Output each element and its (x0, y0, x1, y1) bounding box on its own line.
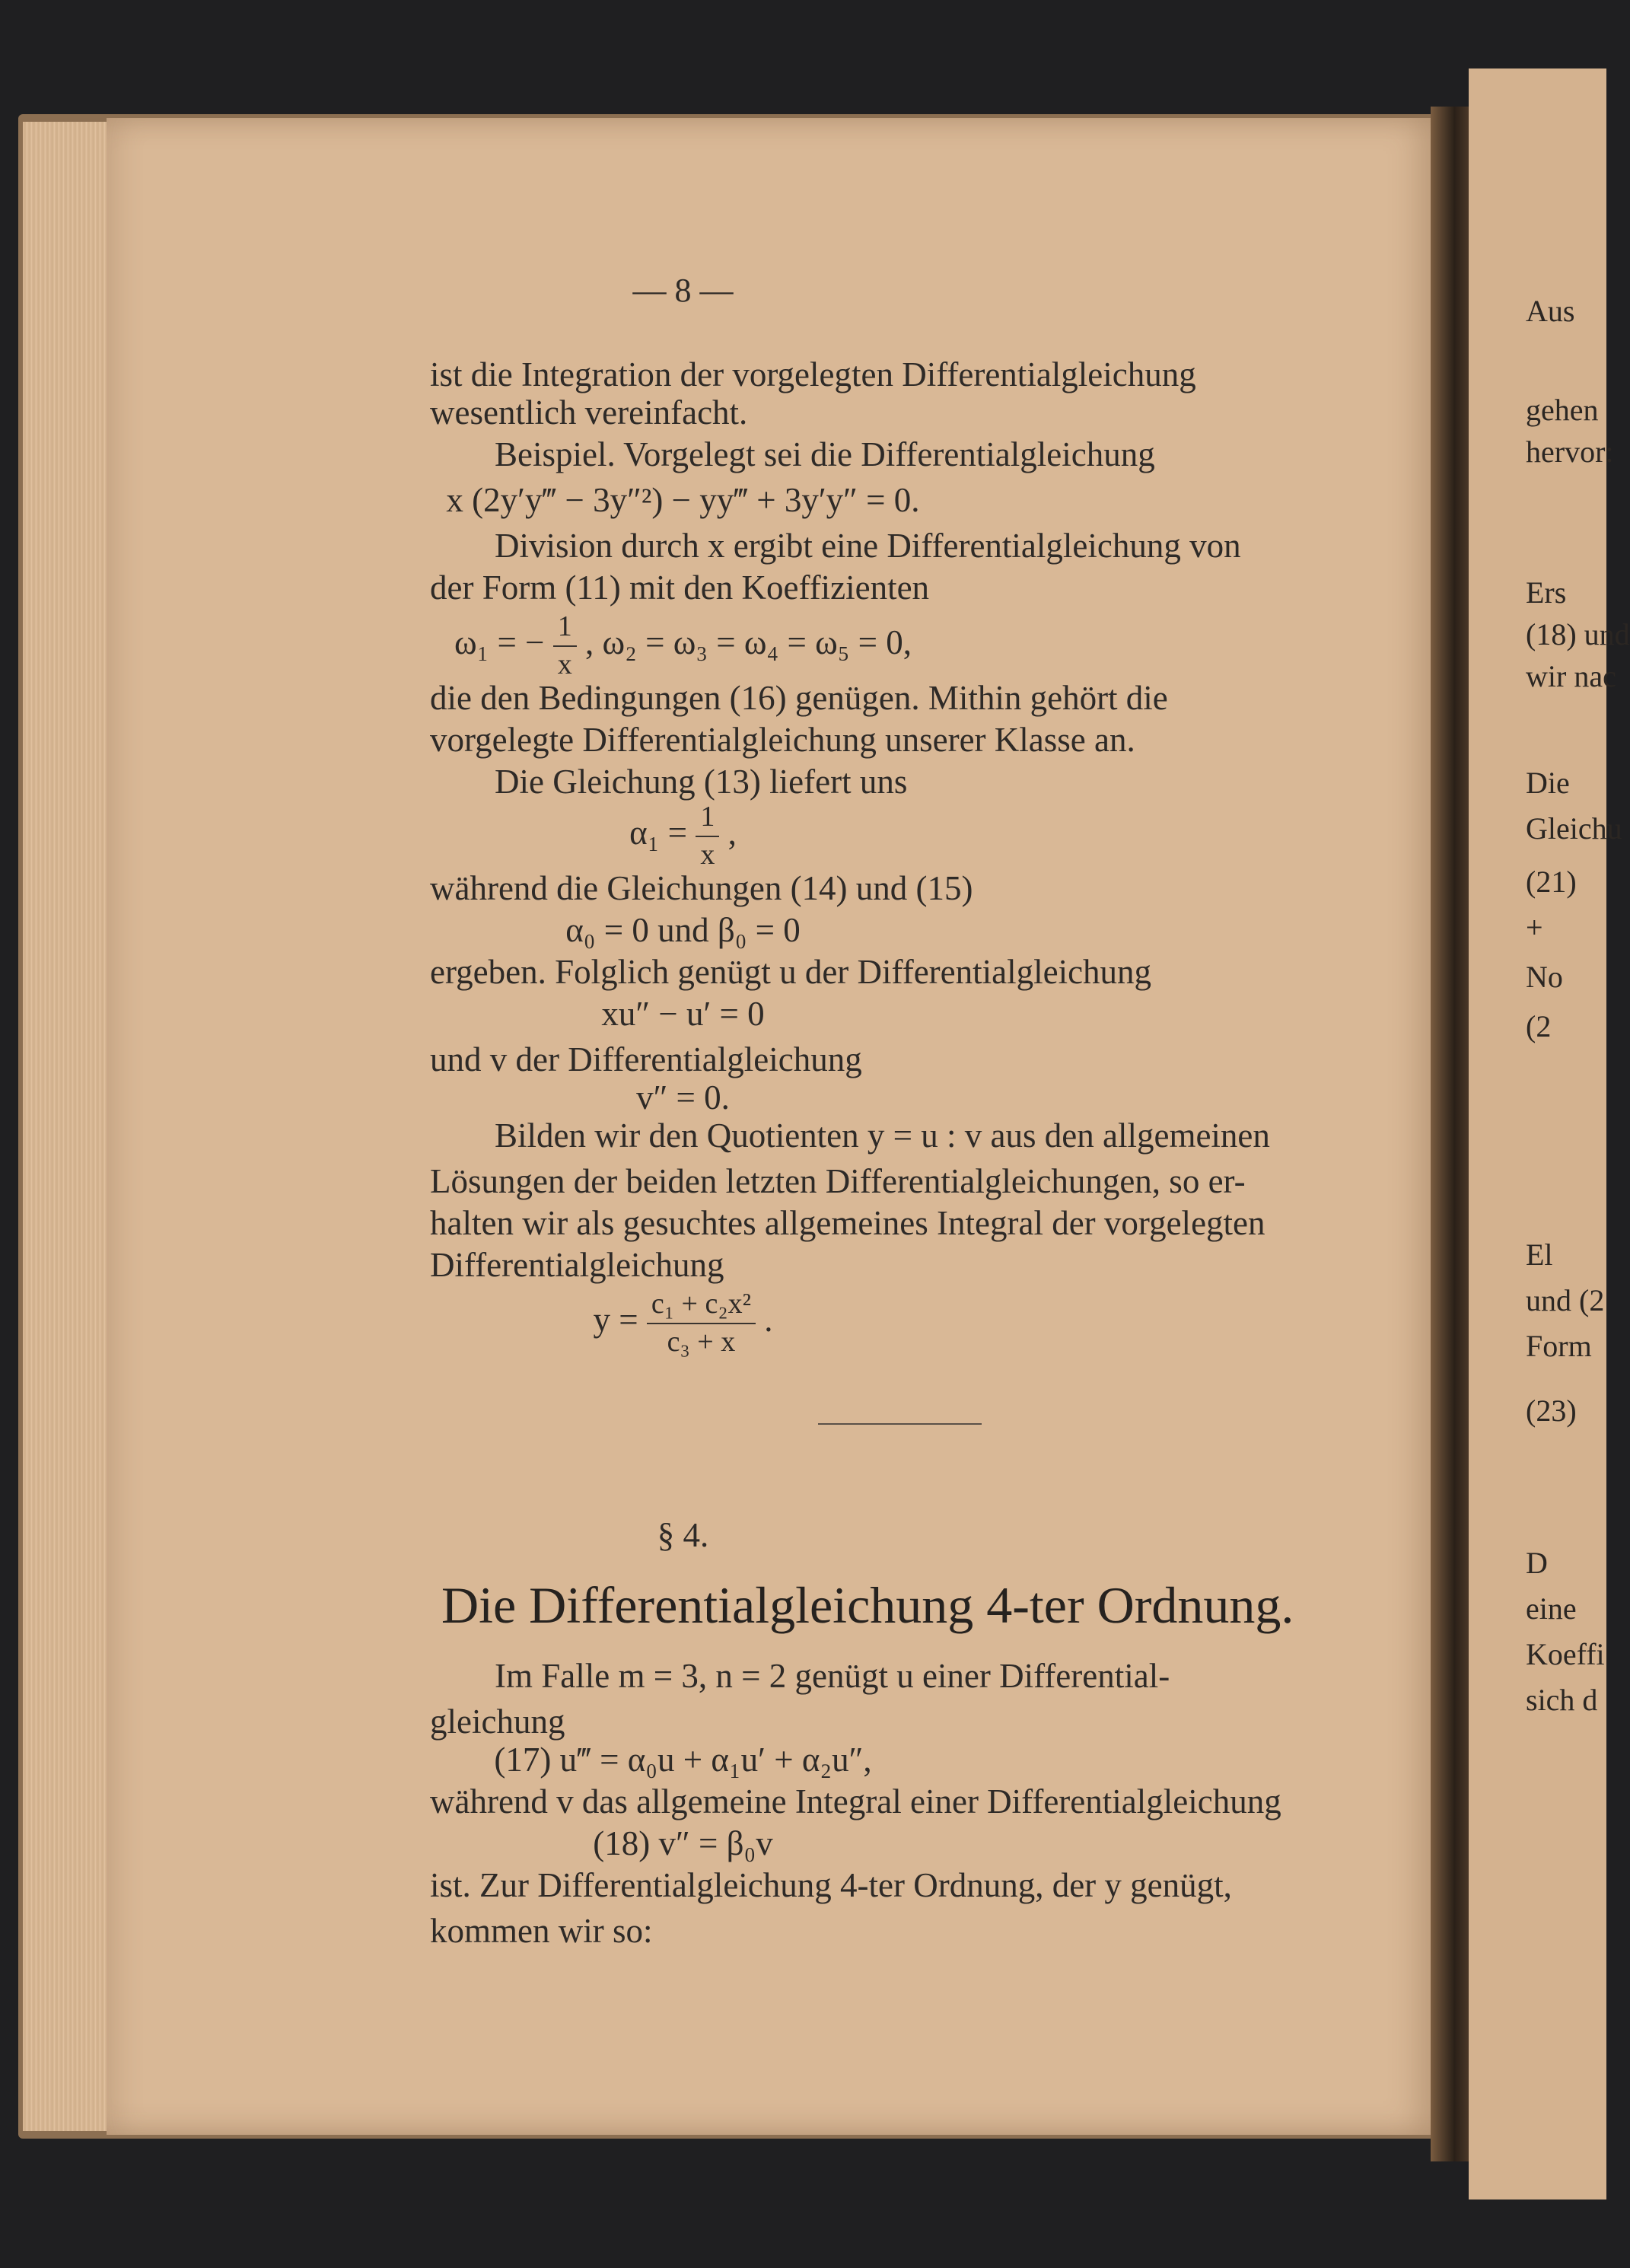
equation: x (2y′y‴ − 3y″²) − yy‴ + 3y′y″ = 0. (446, 481, 920, 519)
right-fragment: (18) und (1526, 617, 1630, 651)
section-divider (818, 1423, 982, 1425)
right-fragment: + (1526, 910, 1543, 944)
text-line: ergeben. Folglich genügt u der Differentialgleichung (430, 953, 1152, 991)
fraction (696, 799, 719, 873)
section-number: § 4. (657, 1516, 709, 1554)
text-line: wesentlich vereinfacht. (430, 393, 748, 432)
equation (0, 799, 1366, 873)
equation: (17) u‴ = α₀u + α₁u′ + α₂u″, (494, 1741, 872, 1779)
text-line: Lösungen der beiden letzten Differentialgleichungen, so er- (430, 1162, 1246, 1200)
equation (0, 609, 1366, 683)
right-fragment: Form (1526, 1329, 1592, 1363)
right-fragment: (2 (1526, 1009, 1552, 1043)
right-fragment: Die (1526, 766, 1570, 800)
page-number: — 8 — (632, 272, 734, 309)
text-line: ist. Zur Differentialgleichung 4-ter Ordnung, der y genügt, (430, 1866, 1232, 1904)
fraction-numerator: 1 (696, 799, 719, 837)
text-line: und v der Differentialgleichung (430, 1040, 862, 1078)
equation-part: . (764, 1300, 773, 1339)
equation-part: y = (593, 1300, 638, 1339)
fraction-denominator: c₃ + x (667, 1325, 736, 1358)
right-fragment: El (1526, 1238, 1553, 1272)
equation-part: α₁ = (629, 813, 688, 852)
text-line: Bilden wir den Quotienten y = u : v aus den allgemeinen (495, 1116, 1270, 1155)
right-fragment: Gleichu (1526, 811, 1622, 846)
equation: (18) v″ = β₀v (593, 1824, 773, 1862)
right-fragment: Ers (1526, 575, 1567, 610)
section-title: Die Differentialgleichung 4-ter Ordnung. (441, 1576, 1294, 1634)
text-line: während die Gleichungen (14) und (15) (430, 869, 973, 907)
text-line: halten wir als gesuchtes allgemeines Integral der vorgelegten (430, 1204, 1265, 1242)
equation (0, 1286, 1366, 1360)
fraction (553, 609, 577, 683)
right-fragment: sich d (1526, 1683, 1598, 1717)
text-line: Die Gleichung (13) liefert uns (495, 763, 908, 801)
fraction (647, 1286, 756, 1360)
right-fragment: und (2 (1526, 1283, 1605, 1317)
equation-part: , ω₂ = ω₃ = ω₄ = ω₅ = 0, (585, 623, 912, 661)
right-fragment: No (1526, 960, 1563, 994)
equation-part: , (727, 813, 737, 852)
equation: v″ = 0. (636, 1078, 730, 1116)
right-fragment: Aus (1526, 294, 1575, 328)
text-line: gleichung (430, 1703, 565, 1741)
text-line: kommen wir so: (430, 1912, 653, 1950)
right-fragment: (23) (1526, 1394, 1577, 1428)
right-fragment: Koeffi (1526, 1637, 1605, 1671)
right-fragment: D (1526, 1546, 1548, 1580)
text-line: Beispiel. Vorgelegt sei die Differentialgleichung (495, 435, 1155, 473)
text-line: während v das allgemeine Integral einer Differentialgleichung (430, 1782, 1281, 1820)
fraction-denominator: x (700, 838, 715, 871)
text-line: vorgelegte Differentialgleichung unserer Klasse an. (430, 721, 1135, 759)
equation: xu″ − u′ = 0 (601, 995, 765, 1033)
right-fragment: hervor: (1526, 435, 1614, 469)
text-line: der Form (11) mit den Koeffizienten (430, 569, 930, 607)
fraction-numerator: c₁ + c₂x² (647, 1286, 756, 1324)
equation: α₀ = 0 und β₀ = 0 (565, 911, 801, 949)
right-fragment: gehen (1526, 393, 1599, 427)
right-fragment: eine (1526, 1591, 1577, 1626)
text-line: Differentialgleichung (430, 1246, 724, 1284)
equation-part: ω₁ = − (454, 623, 545, 661)
text-line: Im Falle m = 3, n = 2 genügt u einer Differential- (495, 1657, 1170, 1695)
fraction-denominator: x (557, 648, 572, 680)
right-fragment: wir nac (1526, 659, 1616, 693)
right-fragment: (21) (1526, 865, 1577, 899)
fraction-numerator: 1 (553, 609, 577, 647)
text-line: Division durch x ergibt eine Differentialgleichung von (495, 527, 1241, 565)
text-line: die den Bedingungen (16) genügen. Mithin gehört die (430, 679, 1168, 717)
text-line: ist die Integration der vorgelegten Differentialgleichung (430, 355, 1196, 393)
